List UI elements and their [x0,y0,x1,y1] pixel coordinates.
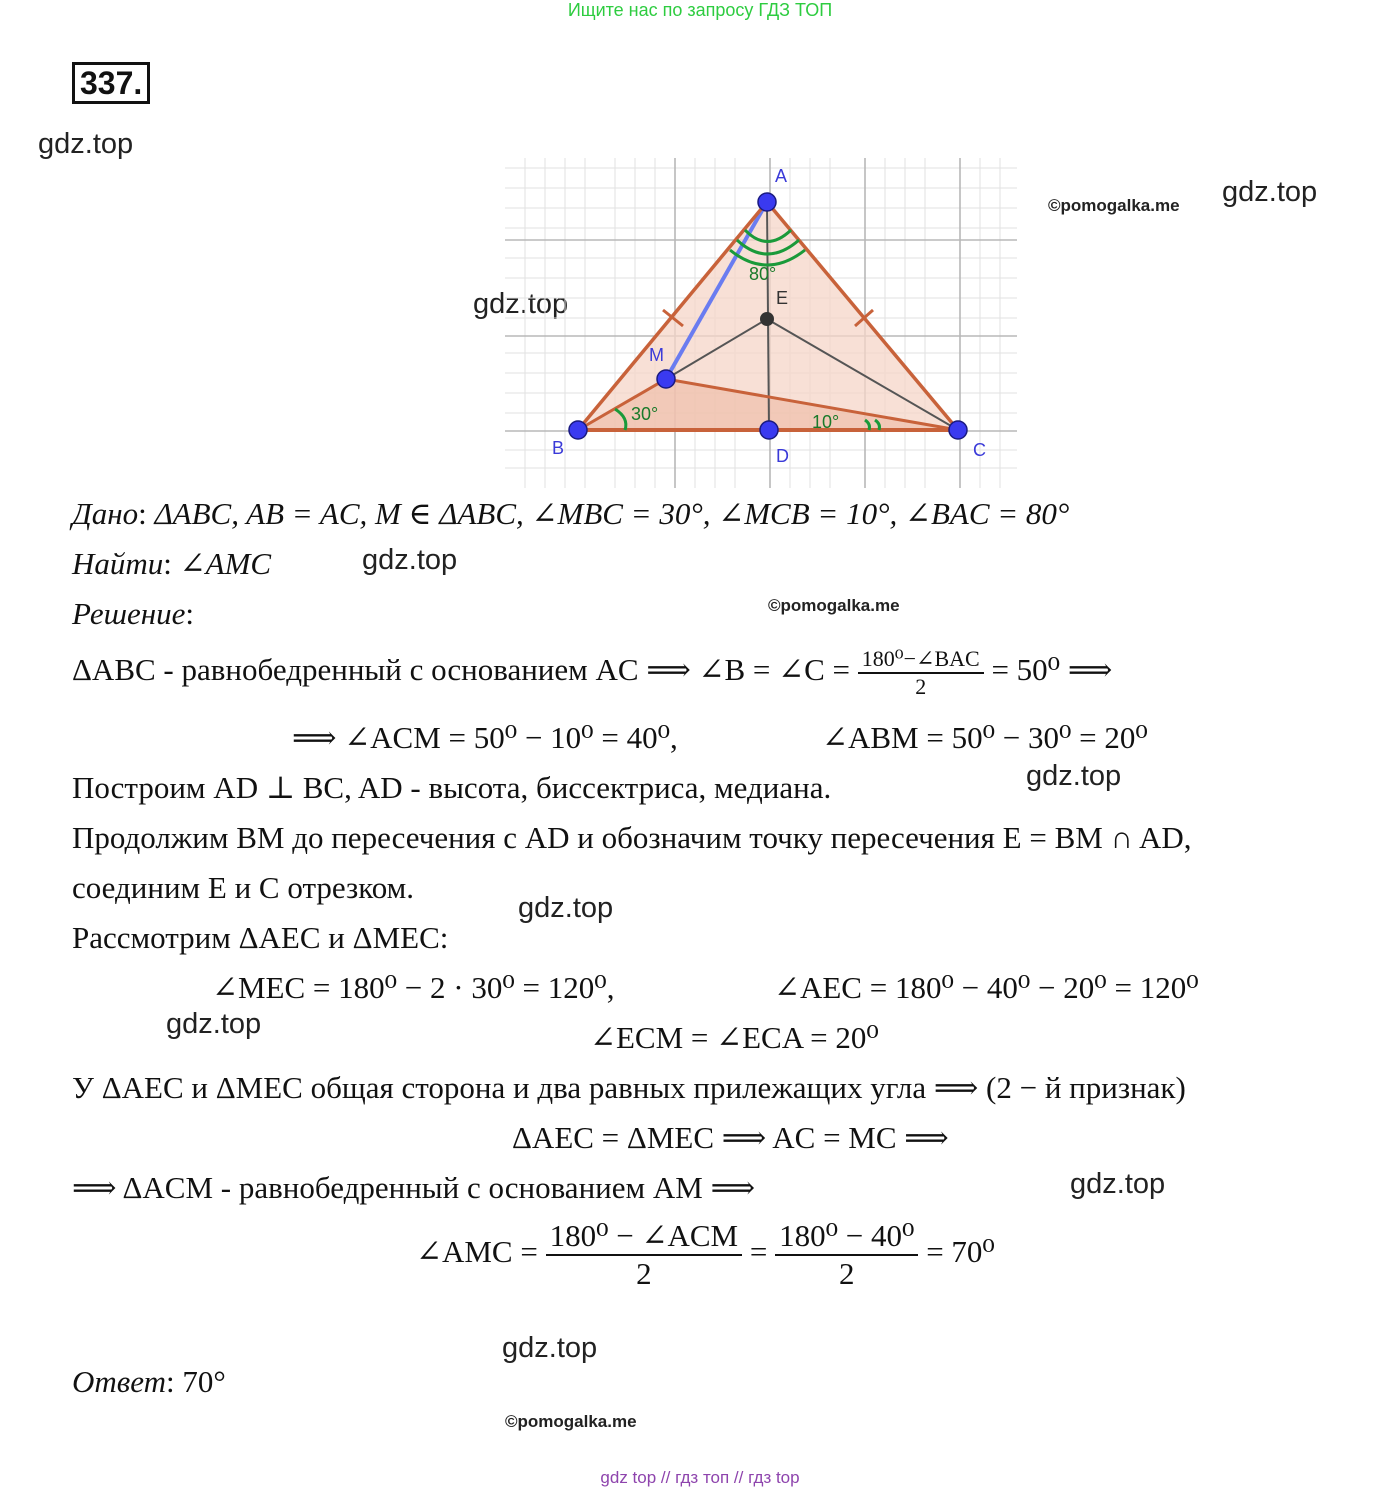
fraction-angle-b [858,646,984,700]
label-m: M [649,345,664,365]
watermark-pomogalka: ©pomogalka.me [1048,196,1180,215]
step-4: Продолжим BM до пересечения с AD и обозначим точку пересечения E = BM ∩ AD, [72,820,1192,855]
point-e [760,312,774,326]
label-e: E [776,288,789,308]
step-10: ΔAEC = ΔMEC ⟹ AC = MC ⟹ [512,1120,949,1155]
label-a: A [775,166,788,186]
label-b: B [552,438,565,458]
watermark-gdz: gdz.top [362,544,458,576]
watermark-gdz: gdz.top [38,128,134,160]
solution-label: Решение [72,596,186,631]
fraction-denominator: 2 [915,674,927,699]
step-9: У ΔAEC и ΔMEC общая сторона и два равных прилежащих угла ⟹ (2 − й признак) [72,1070,1186,1105]
solution-heading: Решение: [72,596,194,631]
given-text: ΔABC, AB = AC, M ∈ ΔABC, ∠MBC = 30°, ∠MCB = 10°, ∠BAC = 80° [154,496,1070,531]
watermark-gdz: gdz.top [1222,176,1318,208]
answer-label: Ответ [72,1364,166,1399]
point-c [949,421,967,439]
step-1-text: ΔABC - равнобедренный с основанием AC ⟹ ∠B = ∠C = [72,652,851,688]
watermark-gdz: gdz.top [166,1008,262,1040]
step-11: ⟹ ΔACM - равнобедренный с основанием AM ⟹ [72,1170,756,1205]
triangle-figure [505,158,1017,488]
answer-value: 70° [182,1364,226,1399]
step-5: соединим E и C отрезком. [72,870,415,905]
find-label: Найти [72,546,164,581]
watermark-pomogalka: ©pomogalka.me [505,1412,637,1431]
step-1-result: = 50⁰ ⟹ [991,652,1113,688]
label-c: C [973,440,986,460]
step-1 [72,646,1112,700]
watermark-gdz: gdz.top [1070,1168,1166,1200]
step-3: Построим AD ⊥ BC, AD - высота, биссектриса, медиана. [72,770,832,805]
label-d: D [776,446,789,466]
watermark-gdz: gdz.top [1026,760,1122,792]
watermark-pomogalka: ©pomogalka.me [768,596,900,615]
fraction-numerator: 180⁰−∠BAC [858,646,984,674]
point-b [569,421,587,439]
final-equals: = [749,1234,768,1270]
step-12 [416,1218,995,1292]
final-fraction-2-numerator: 180⁰ − 40⁰ [775,1218,918,1256]
answer-line: Ответ: 70° [72,1364,226,1399]
final-fraction-1-denominator: 2 [636,1256,652,1291]
find-text: ∠AMC [179,546,272,581]
given-line: Дано: ΔABC, AB = AC, M ∈ ΔABC, ∠MBC = 30°, ∠MCB = 10°, ∠BAC = 80° [72,496,1070,531]
step-7a: ∠MEC = 180⁰ − 2 · 30⁰ = 120⁰, [212,970,615,1005]
watermark-gdz: gdz.top [502,1332,598,1364]
final-fraction-2 [775,1218,918,1292]
watermark-gdz: gdz.top [518,892,614,924]
angle-label-30: 30° [631,404,659,424]
footer-links[interactable]: gdz top // гдз топ // гдз top [600,1468,800,1487]
watermark-gdz: gdz.top [473,288,569,320]
step-8: ∠ECM = ∠ECA = 20⁰ [590,1020,879,1055]
problem-number: 337. [72,62,150,104]
final-lhs: ∠AMC = [416,1234,538,1270]
step-2b: ∠ABM = 50⁰ − 30⁰ = 20⁰ [822,720,1148,755]
point-d [760,421,778,439]
top-banner: Ищите нас по запросу ГДЗ ТОП [567,0,833,20]
given-label: Дано [72,496,139,531]
step-2a: ⟹ ∠ACM = 50⁰ − 10⁰ = 40⁰, [292,720,678,755]
final-fraction-2-denominator: 2 [839,1256,855,1291]
angle-label-80: 80° [749,264,777,284]
find-line: Найти: ∠AMC [72,546,272,581]
point-a [758,193,776,211]
final-fraction-1-numerator: 180⁰ − ∠ACM [546,1218,743,1256]
final-fraction-1 [546,1218,743,1292]
angle-label-10: 10° [812,412,840,432]
final-result: = 70⁰ [926,1234,995,1270]
point-m [657,370,675,388]
step-6: Рассмотрим ΔAEC и ΔMEC: [72,920,449,955]
step-7b: ∠AEC = 180⁰ − 40⁰ − 20⁰ = 120⁰ [774,970,1199,1005]
